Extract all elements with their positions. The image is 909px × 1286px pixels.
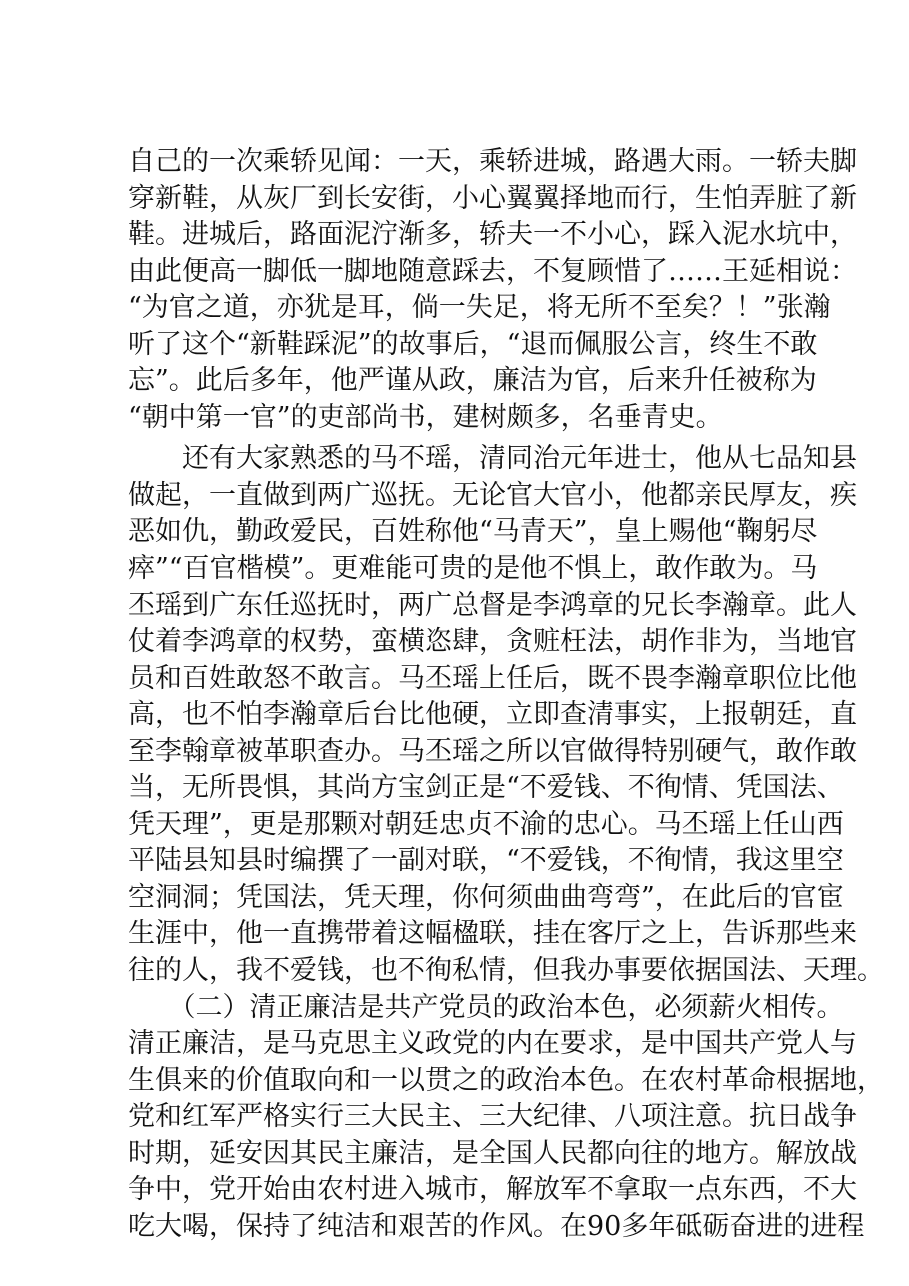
text-line: 自己的一次乘轿见闻：一天，乘轿进城，路遇大雨。一轿夫脚 <box>128 146 857 177</box>
text-line: 生涯中，他一直携带着这幅楹联，挂在客厅之上，告诉那些来 <box>128 918 857 950</box>
text-line: 恶如仇，勤政爱民，百姓称他“马青天”，皇上赐他“鞠躬尽 <box>128 516 818 548</box>
text-line: 当，无所畏惧，其尚方宝剑正是“不爱钱、不徇情、凭国法、 <box>128 772 844 804</box>
text-line: 平陆县知县时编撰了一副对联，“不爱钱，不徇情，我这里空 <box>128 845 844 877</box>
text-line: 丕瑶到广东任巡抚时，两广总督是李鸿章的兄长李瀚章。此人 <box>128 589 857 621</box>
text-line: 做起，一直做到两广巡抚。无论官大官小，他都亲民厚友，疾 <box>128 479 857 511</box>
paragraph-2 <box>128 441 884 989</box>
text-line: 高，也不怕李瀚章后台比他硬，立即查清事实，上报朝廷，直 <box>128 699 857 731</box>
text-line: 忘”。此后多年，他严谨从政，廉洁为官，后来升任被称为 <box>128 365 817 397</box>
paragraph-1 <box>128 144 857 436</box>
text-line: “为官之道，亦犹是耳，倘一失足，将无所不至矣？！”张瀚 <box>128 292 831 324</box>
text-line: 往的人，我不爱钱，也不徇私情，但我办事要依据国法、天理。 <box>128 955 884 987</box>
text-line: 由此便高一脚低一脚地随意踩去，不复顾惜了……王延相说： <box>128 255 857 287</box>
text-line: 鞋。进城后，路面泥泞渐多，轿夫一不小心，踩入泥水坑中， <box>128 219 857 251</box>
text-line: 穿新鞋，从灰厂到长安街，小心翼翼择地而行，生怕弄脏了新 <box>128 182 857 214</box>
section-heading: （二）清正廉洁是共产党员的政治本色，必须薪火相传。 <box>128 991 844 1023</box>
text-line: “朝中第一官”的吏部尚书，建树颇多，名垂青史。 <box>128 401 723 433</box>
text-line: 凭天理”，更是那颗对朝廷忠贞不渝的忠心。马丕瑶上任山西 <box>128 808 844 840</box>
text-line: 生俱来的价值取向和一以贯之的政治本色。在农村革命根据地， <box>128 1064 884 1096</box>
document-body <box>128 144 884 1245</box>
text-line: 吃大喝，保持了纯洁和艰苦的作风。在90多年砥砺奋进的进程 <box>128 1210 865 1242</box>
text-line: 至李翰章被革职查办。马丕瑶之所以官做得特别硬气，敢作敢 <box>128 735 857 767</box>
text-line: 空洞洞；凭国法，凭天理，你何须曲曲弯弯”，在此后的官宦 <box>128 881 844 913</box>
text-line: 党和红军严格实行三大民主、三大纪律、八项注意。抗日战争 <box>128 1101 857 1133</box>
text-line: 还有大家熟悉的马不瑶，清同治元年进士，他从七品知县 <box>128 443 857 475</box>
text-line: 时期，延安因其民主廉洁，是全国人民都向往的地方。解放战 <box>128 1137 857 1169</box>
text-line: 仗着李鸿章的权势，蛮横恣肆，贪赃枉法，胡作非为，当地官 <box>128 626 857 658</box>
text-line: 听了这个“新鞋踩泥”的故事后，“退而佩服公言，终生不敢 <box>128 328 818 360</box>
paragraph-3 <box>128 990 884 1246</box>
text-line: 瘁”“百官楷模”。更难能可贵的是他不惧上，敢作敢为。马 <box>128 553 818 585</box>
text-line: 争中，党开始由农村进入城市，解放军不拿取一点东西，不大 <box>128 1174 857 1206</box>
text-line: 员和百姓敢怒不敢言。马丕瑶上任后，既不畏李瀚章职位比他 <box>128 662 857 694</box>
text-line: 清正廉洁，是马克思主义政党的内在要求，是中国共产党人与 <box>128 1028 857 1060</box>
